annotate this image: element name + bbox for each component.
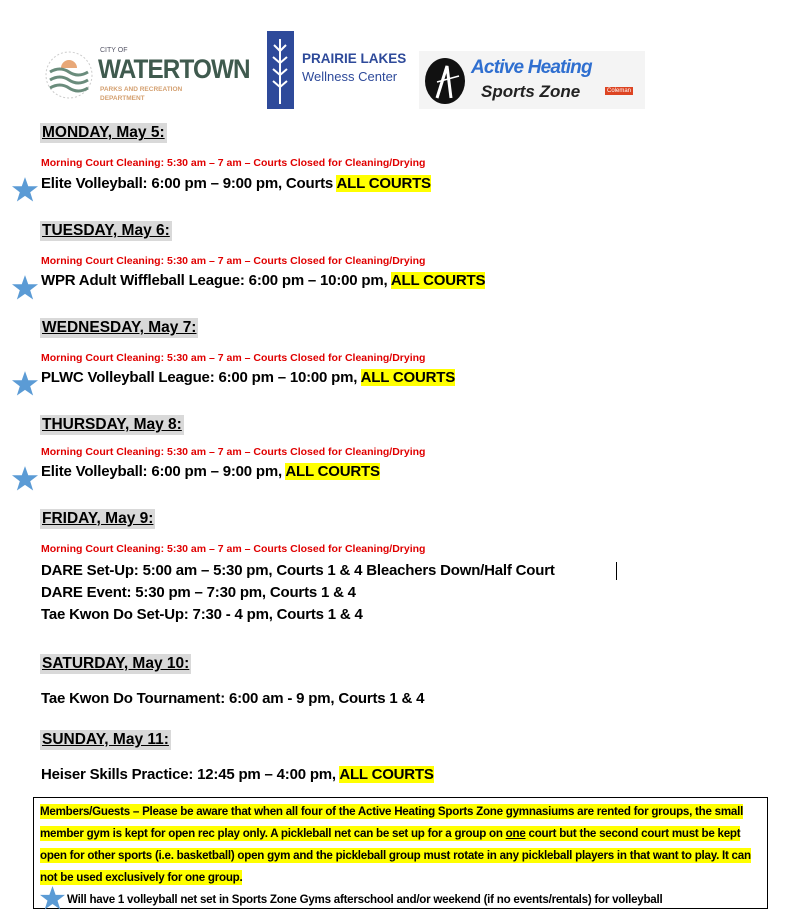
star-icon <box>12 274 38 300</box>
event-line <box>41 765 434 785</box>
day-header-sunday: SUNDAY, May 11: <box>42 731 169 748</box>
event-highlight: ALL COURTS <box>336 175 431 192</box>
active-logo-emblem-icon <box>425 58 465 104</box>
event-line: Tae Kwon Do Tournament: 6:00 am - 9 pm, Courts 1 & 4 <box>41 690 425 707</box>
event-line: Tae Kwon Do Set-Up: 7:30 - 4 pm, Courts 1 & 4 <box>41 606 363 623</box>
event-text: Heiser Skills Practice: 12:45 pm – 4:00 pm, <box>41 766 340 783</box>
event-line <box>41 174 431 194</box>
wheat-icon <box>267 31 294 109</box>
event-text: Elite Volleyball: 6:00 pm – 9:00 pm, Courts <box>41 175 337 192</box>
prairie-lakes-logo: PRAIRIE LAKES Wellness Center <box>267 31 412 109</box>
active-heating-logo: Active Heating Sports Zone Coleman <box>419 51 645 109</box>
day-header-thursday: THURSDAY, May 8: <box>42 416 182 433</box>
cleaning-notice: Morning Court Cleaning: 5:30 am – 7 am – Courts Closed for Cleaning/Drying <box>41 446 426 458</box>
day-header-monday: MONDAY, May 5: <box>42 124 165 141</box>
star-note <box>40 889 761 911</box>
star-icon <box>12 176 38 202</box>
notice-box <box>33 797 768 909</box>
day-header-wednesday: WEDNESDAY, May 7: <box>42 319 197 336</box>
notice-part: Members/Guests – Please be aware that when all four of the Active Heating Sports Zone gymnasiums are rented for groups, the small member gym is kept for open rec play only. A pickleball net can be set up for a group on <box>40 805 744 840</box>
cleaning-notice: Morning Court Cleaning: 5:30 am – 7 am – Courts Closed for Cleaning/Drying <box>41 352 426 364</box>
event-line <box>41 462 380 482</box>
event-highlight: ALL COURTS <box>285 463 380 480</box>
event-text: PLWC Volleyball League: 6:00 pm – 10:00 pm, <box>41 369 361 386</box>
notice-part: court but the second court must be kept open for other sports (i.e. basketball) open gym and the pickleball group must rotate in any pickleball players in that want to play. It can not be used exclusively for one group. <box>40 827 751 884</box>
cleaning-notice: Morning Court Cleaning: 5:30 am – 7 am – Courts Closed for Cleaning/Drying <box>41 255 426 267</box>
star-icon <box>12 370 38 396</box>
event-line <box>41 271 485 291</box>
notice-text <box>40 801 761 889</box>
event-text: Elite Volleyball: 6:00 pm – 9:00 pm, <box>41 463 286 480</box>
star-icon <box>40 885 65 910</box>
day-header-friday: FRIDAY, May 9: <box>42 510 154 527</box>
event-line <box>41 368 455 388</box>
event-line: DARE Set-Up: 5:00 am – 5:30 pm, Courts 1 & 4 Bleachers Down/Half Court <box>41 562 555 579</box>
event-text: WPR Adult Wiffleball League: 6:00 pm – 10:00 pm, <box>41 272 391 289</box>
day-header-tuesday: TUESDAY, May 6: <box>42 222 170 239</box>
event-line: DARE Event: 5:30 pm – 7:30 pm, Courts 1 & 4 <box>41 584 356 601</box>
star-note-text: Will have 1 volleyball net set in Sports Zone Gyms afterschool and/or weekend (if no events/rentals) for volleyball <box>67 893 663 906</box>
watertown-logo: CITY OF WATERTOWN PARKS AND RECREATION DEPARTMENT <box>44 46 256 106</box>
day-header-saturday: SATURDAY, May 10: <box>42 655 190 672</box>
event-highlight: ALL COURTS <box>339 766 434 783</box>
star-icon <box>12 465 38 491</box>
cleaning-notice: Morning Court Cleaning: 5:30 am – 7 am – Courts Closed for Cleaning/Drying <box>41 543 426 555</box>
text-cursor <box>616 562 617 580</box>
event-highlight: ALL COURTS <box>390 272 486 289</box>
notice-underlined: one <box>505 827 526 840</box>
event-highlight: ALL COURTS <box>360 369 456 386</box>
cleaning-notice: Morning Court Cleaning: 5:30 am – 7 am – Courts Closed for Cleaning/Drying <box>41 157 426 169</box>
watertown-emblem-icon <box>44 50 94 100</box>
